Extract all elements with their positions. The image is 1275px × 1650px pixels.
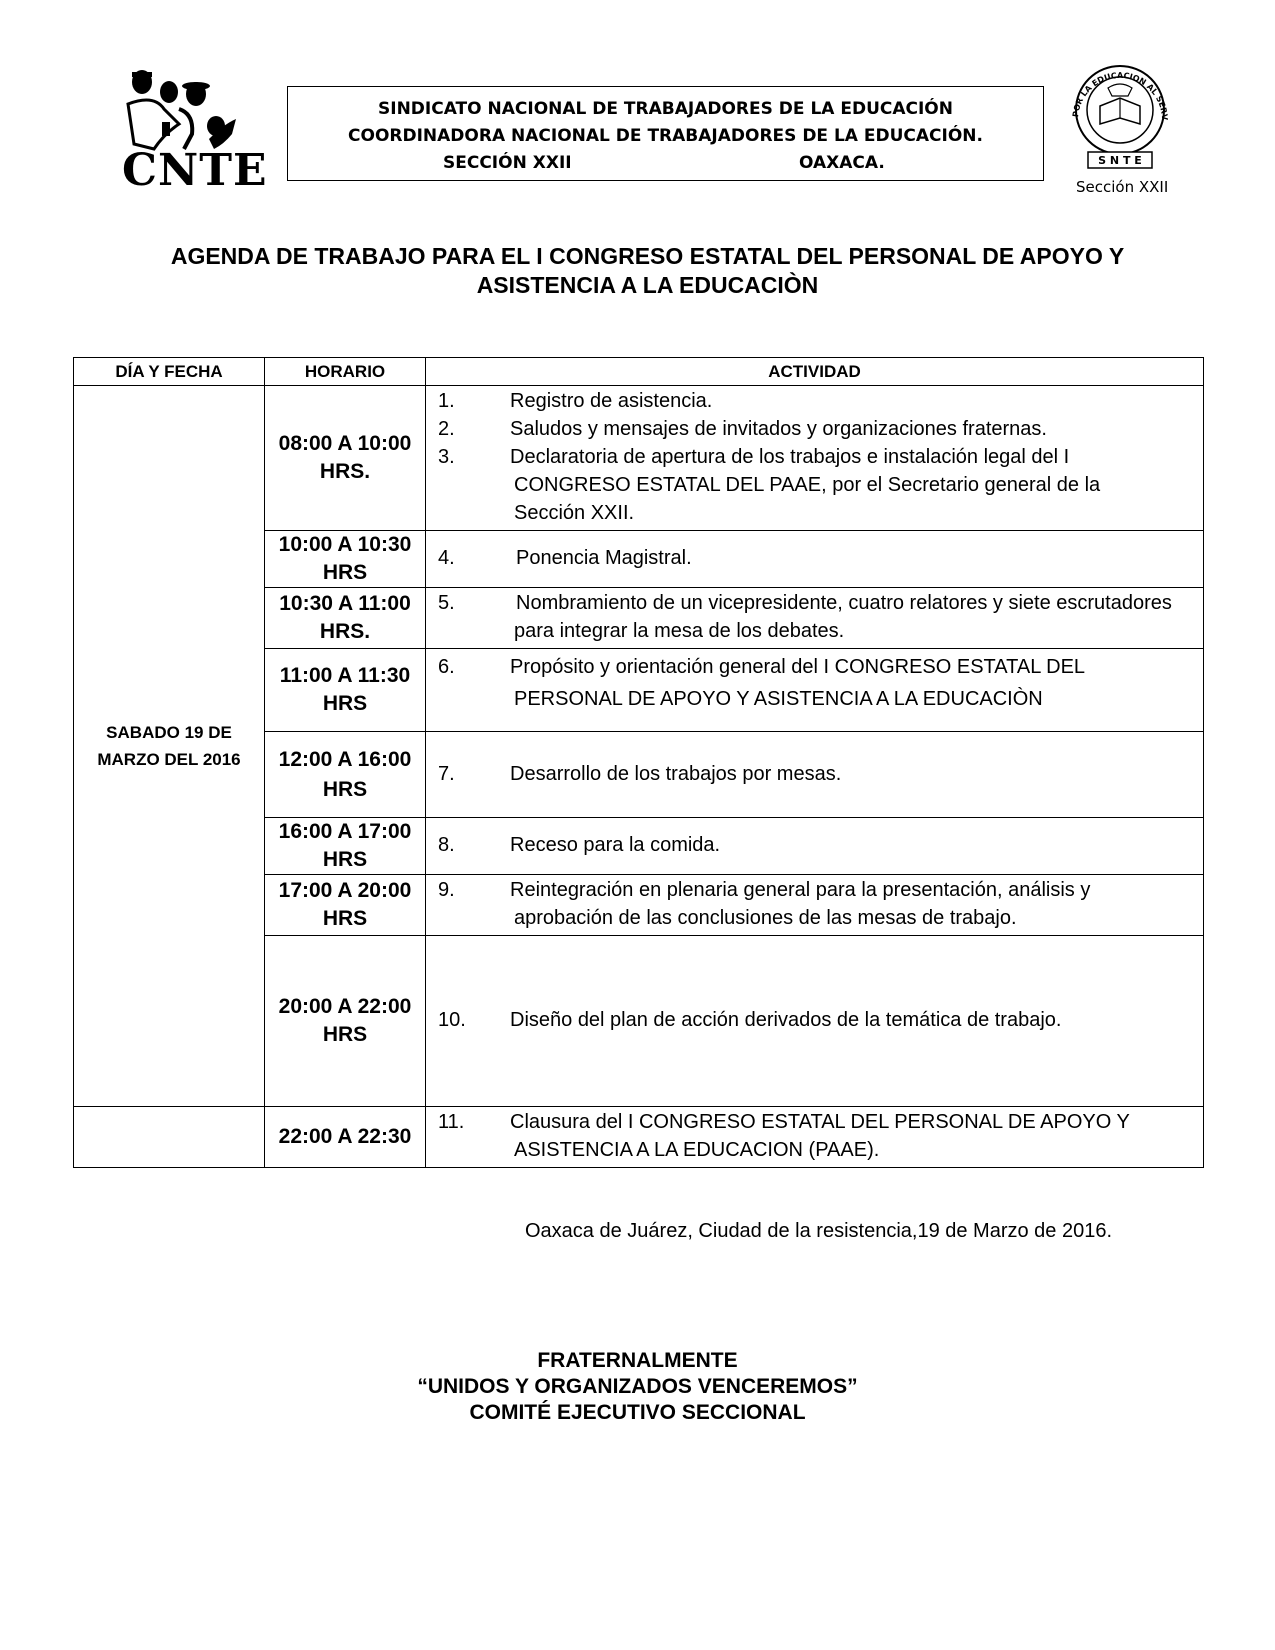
time-range: 20:00 A 22:00 [278,995,412,1018]
activity-continuation: ASISTENCIA A LA EDUCACION (PAAE). [514,1139,880,1161]
cnte-figures-icon [124,64,244,154]
svg-text:POR LA EDUCACION AL SERVICIO D: POR LA EDUCACION AL SERV [1071,70,1170,121]
activity-item: 1. Registro de asistencia. [438,390,713,412]
svg-text:S N T E: S N T E [1098,154,1142,167]
time-unit: HRS [322,777,368,801]
agenda-table [73,357,1204,1168]
table-header-row [74,358,1204,386]
table-row [74,1107,1204,1168]
activity-item: 11. Clausura del I CONGRESO ESTATAL DEL PERSONAL DE APOYO Y [438,1111,1130,1133]
time-unit: HRS [322,907,368,930]
cnte-logo [122,64,268,196]
state-label: OAXACA. [799,153,885,173]
activity-continuation: CONGRESO ESTATAL DEL PAAE, por el Secretario general de la [514,474,1101,496]
activity-continuation: para integrar la mesa de los debates. [514,620,845,642]
activity-cell [426,818,1204,875]
activity-continuation: PERSONAL DE APOYO Y ASISTENCIA A LA EDUCACIÒN [514,688,1043,710]
time-unit: HRS [322,561,368,584]
activity-item: 8. Receso para la comida. [438,834,721,856]
snte-seal-icon [1064,58,1176,176]
activity-continuation: Sección XXII. [514,502,635,524]
activity-cell [426,531,1204,588]
activity-cell [426,588,1204,649]
snte-seal [1064,58,1176,200]
activity-item: 9. Reintegración en plenaria general para la presentación, análisis y [438,879,1091,901]
section-label: SECCIÓN XXII [443,153,572,173]
day-line1: SABADO 19 DE [106,723,232,742]
time-range: 10:00 A 10:30 [278,533,412,556]
day-date-cell [74,386,265,1107]
activity-cell [426,386,1204,531]
activity-item: 5. Nombramiento de un vicepresidente, cuatro relatores y siete escrutadores [438,592,1172,614]
activity-item: 2. Saludos y mensajes de invitados y organizaciones fraternas. [438,418,1047,440]
seal-caption: Sección XXII [1076,178,1169,196]
activity-item: 10. Diseño del plan de acción derivados de la temática de trabajo. [438,1009,1062,1031]
place-date: Oaxaca de Juárez, Ciudad de la resistencia,19 de Marzo de 2016. [525,1220,1113,1242]
agenda-title-line1: AGENDA DE TRABAJO PARA EL I CONGRESO ESTATAL DEL PERSONAL DE APOYO Y [170,243,1125,269]
time-cell [265,936,426,1107]
activity-cell [426,1107,1204,1168]
activity-continuation: aprobación de las conclusiones de las mesas de trabajo. [514,907,1017,929]
time-cell [265,386,426,531]
time-cell [265,1107,426,1168]
header-activity: ACTIVIDAD [426,358,1204,386]
activity-cell [426,875,1204,936]
time-range: 22:00 A 22:30 [278,1125,412,1148]
header-box [287,86,1044,181]
activity-item: 6. Propósito y orientación general del I CONGRESO ESTATAL DEL [438,656,1086,678]
time-range: 17:00 A 20:00 [278,879,412,902]
time-range: 16:00 A 17:00 [278,820,412,843]
time-unit: HRS [322,1023,368,1046]
table-row [74,386,1204,531]
day-date-cell-empty [74,1107,265,1168]
activity-item: 4. Ponencia Magistral. [438,547,692,569]
time-unit: HRS [322,848,368,871]
time-cell [265,875,426,936]
time-cell [265,732,426,818]
time-cell [265,649,426,732]
closing-committee: COMITÉ EJECUTIVO SECCIONAL [469,1401,806,1424]
time-cell [265,588,426,649]
time-range: 08:00 A 10:00 [278,432,412,455]
activity-cell [426,936,1204,1107]
closing-fraternalmente: FRATERNALMENTE [537,1349,738,1372]
time-unit: HRS. [319,620,371,643]
time-cell [265,818,426,875]
activity-item: 3. Declaratoria de apertura de los trabajos e instalación legal del I [438,446,1070,468]
union-name: SINDICATO NACIONAL DE TRABAJADORES DE LA EDUCACIÓN [378,99,953,119]
activity-item: 7. Desarrollo de los trabajos por mesas. [438,762,842,785]
time-range: 12:00 A 16:00 [278,747,412,771]
time-unit: HRS [322,692,368,715]
header-day: DÍA Y FECHA [74,358,265,386]
closing-slogan: “UNIDOS Y ORGANIZADOS VENCEREMOS” [417,1375,858,1398]
header-time: HORARIO [265,358,426,386]
time-unit: HRS. [319,460,371,483]
cnte-wordmark: CNTE [122,145,268,196]
time-range: 10:30 A 11:00 [279,592,411,615]
agenda-title-line2: ASISTENCIA A LA EDUCACIÒN [476,272,819,298]
activity-cell [426,732,1204,818]
activity-cell [426,649,1204,732]
coordinator-name: COORDINADORA NACIONAL DE TRABAJADORES DE LA EDUCACIÓN. [348,126,983,146]
day-line2: MARZO DEL 2016 [97,750,241,769]
time-range: 11:00 A 11:30 [279,664,411,687]
time-cell [265,531,426,588]
